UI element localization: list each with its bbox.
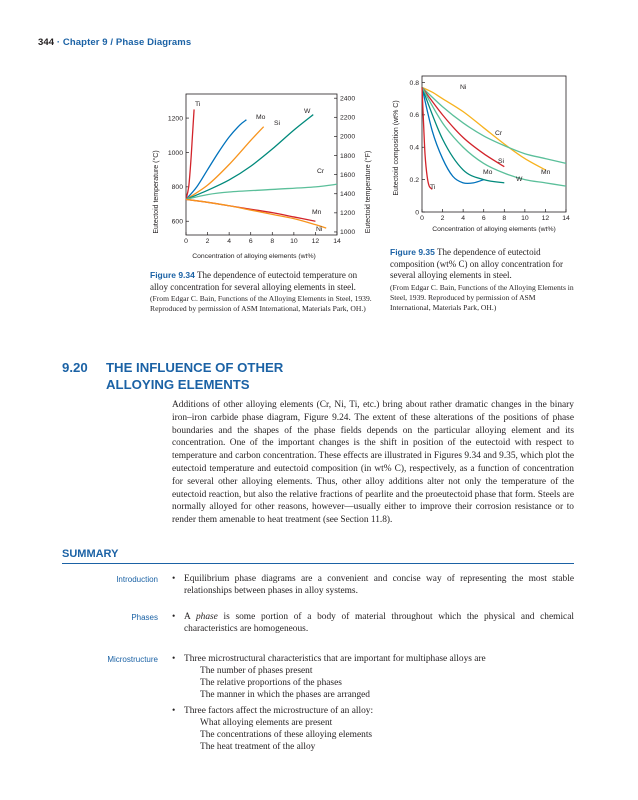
y-right-tick-label: 1000 — [340, 229, 356, 237]
figure-9-35-caption — [390, 247, 574, 313]
x-tick-label: 6 — [481, 215, 486, 222]
running-header — [38, 37, 191, 48]
plot-frame — [422, 76, 566, 212]
series-label-si: Si — [274, 120, 281, 127]
y-tick-label: 0.8 — [409, 79, 419, 87]
y-tick-label: 0 — [415, 209, 419, 217]
x-tick-label: 2 — [205, 238, 210, 245]
summary-item-phases: • A phase is some portion of a body of material throughout which the physical and chemical characteristics are homogeneous. — [172, 612, 574, 634]
series-label-mn: Mn — [541, 169, 551, 176]
summary-rule — [62, 563, 574, 564]
x-tick-label: 12 — [311, 238, 320, 245]
y-tick-label: 600 — [171, 218, 183, 226]
y-right-tick-label: 1200 — [340, 210, 356, 218]
section-paragraph: Additions of other alloying elements (Cr, Ni, Ti, etc.) bring about rather dramatic changes in the binary iron–iron carbide phase diagram, Figure 9.24. The extent of these alterations of the positions of phase boundaries and the shapes of the phase fields depends on the particular alloying element and its concentration. One of the important changes is the shift in position of the eutectoid with respect to temperature and carbon concentration. These effects are illustrated in Figures 9.34 and 9.35, which plot the eutectoid temperature and eutectoid composition (in wt% C), respectively, as a function of concentration for several other alloying elements. Thus, other alloy additions alter not only the temperature of the eutectoid reaction, but also the relative fractions of pearlite and the proeutectoid phase that form. Steels are normally alloyed for other reasons, however—usually either to improve their corrosion resistance or to render them amenable to heat treatment (see Section 11.8). — [172, 400, 574, 526]
phases-text-post: is some portion of a body of material throughout which the physical and chemical characteristics are homogeneous. — [184, 612, 574, 634]
page-number: 344 — [38, 37, 55, 48]
x-tick-label: 6 — [248, 238, 253, 245]
series-line-ti — [186, 109, 194, 199]
y-right-tick-label: 1600 — [340, 171, 356, 179]
section-title-line2: ALLOYING ELEMENTS — [106, 377, 250, 392]
y-tick-label: 0.4 — [409, 144, 419, 152]
microstructure-bullet-1: Three microstructural characteristics that are important for multiphase alloys are — [184, 654, 486, 664]
y-tick-label: 1200 — [167, 115, 183, 123]
x-tick-label: 10 — [521, 215, 529, 222]
figure-9-34-source: (From Edgar C. Bain, Functions of the Alloying Elements in Steel, 1939. Reproduced by permission of ASM International, Materials Park, OH.) — [150, 294, 372, 313]
y-right-tick-label: 1400 — [340, 191, 356, 199]
series-label-mo: Mo — [483, 169, 493, 176]
x-tick-label: 8 — [270, 238, 275, 245]
series-line-ni — [186, 199, 326, 228]
summary-introduction-text: Equilibrium phase diagrams are a convenient and concise way of representing the most stable relationships between phases in alloy systems. — [184, 574, 574, 596]
side-label-phases: Phases — [131, 613, 158, 622]
section-heading — [62, 359, 283, 393]
x-tick-label: 14 — [562, 215, 570, 222]
series-label-ti: Ti — [430, 184, 436, 191]
microstructure-sub-1c: The manner in which the phases are arranged — [200, 690, 370, 700]
figure-9-35-chart — [388, 70, 578, 240]
fig935-ylabel: Eutectoid composition (wt% C) — [393, 100, 400, 196]
header-slash: / — [110, 37, 114, 48]
chapter-title: Phase Diagrams — [115, 37, 192, 48]
summary-item-microstructure-2: • Three factors affect the microstructure of an alloy: What alloying elements are present The concentrations of these alloying elements The heat treatment of the alloy — [172, 705, 574, 753]
x-tick-label: 0 — [184, 238, 188, 245]
summary-item-microstructure-1: • Three microstructural characteristics that are important for multiphase alloys are The number of phases present The relative proportions of the phases The manner in which the phases are arranged — [172, 653, 574, 701]
series-label-ni: Ni — [460, 84, 467, 91]
series-line-si — [186, 127, 264, 200]
chapter-label: Chapter 9 — [62, 37, 108, 48]
fig934-ylabel-right: Eutectoid temperature (°F) — [365, 150, 372, 234]
figure-9-35-label: Figure 9.35 — [390, 247, 435, 257]
section-title-line1: THE INFLUENCE OF OTHER — [106, 360, 284, 375]
series-label-si: Si — [498, 158, 505, 165]
series-line-cr — [186, 184, 337, 199]
microstructure-bullet-2: Three factors affect the microstructure of an alloy: — [184, 706, 374, 716]
phases-text-pre: A — [184, 612, 196, 622]
series-label-mn: Mn — [312, 209, 322, 216]
series-label-w: W — [516, 176, 523, 183]
x-tick-label: 4 — [227, 238, 232, 245]
figure-9-34-label: Figure 9.34 — [150, 270, 195, 280]
series-label-mo: Mo — [256, 114, 266, 121]
x-tick-label: 2 — [440, 215, 445, 222]
y-tick-label: 0.6 — [409, 112, 419, 120]
microstructure-sub-2c: The heat treatment of the alloy — [200, 742, 316, 752]
section-number: 9.20 — [62, 360, 88, 375]
figure-9-34-chart — [140, 88, 380, 260]
microstructure-sub-2a: What alloying elements are present — [200, 718, 333, 728]
series-label-ti: Ti — [195, 101, 201, 108]
microstructure-sub-1b: The relative proportions of the phases — [200, 678, 342, 688]
side-label-microstructure: Microstructure — [107, 655, 158, 664]
microstructure-sub-1a: The number of phases present — [200, 666, 313, 676]
phases-term: phase — [195, 612, 218, 622]
fig934-ylabel: Eutectoid temperature (°C) — [153, 150, 160, 234]
y-tick-label: 0.2 — [409, 176, 419, 184]
side-label-introduction: Introduction — [116, 575, 158, 584]
x-tick-label: 4 — [461, 215, 466, 222]
y-right-tick-label: 2000 — [340, 133, 356, 141]
series-label-ni: Ni — [316, 226, 323, 233]
x-tick-label: 0 — [420, 215, 424, 222]
figure-9-34-caption — [150, 270, 372, 314]
fig934-xlabel: Concentration of alloying elements (wt%) — [192, 253, 316, 260]
series-line-ni — [422, 87, 545, 170]
microstructure-sub-2b: The concentrations of these alloying elements — [200, 730, 373, 740]
series-label-cr: Cr — [495, 130, 503, 137]
series-line-mo — [186, 120, 246, 200]
series-label-cr: Cr — [317, 168, 325, 175]
x-tick-label: 10 — [290, 238, 298, 245]
y-tick-label: 800 — [171, 184, 183, 192]
summary-item-introduction: • Equilibrium phase diagrams are a convenient and concise way of representing the most stable relationships between phases in alloy systems. — [172, 574, 574, 596]
figure-9-35-source: (From Edgar C. Bain, Functions of the Alloying Elements in Steel, 1939. Reproduced by permission of ASM International, Materials Park, OH.) — [390, 282, 574, 312]
x-tick-label: 12 — [541, 215, 550, 222]
y-tick-label: 1000 — [167, 149, 183, 157]
fig935-xlabel: Concentration of alloying elements (wt%) — [432, 226, 556, 233]
x-tick-label: 8 — [502, 215, 507, 222]
y-right-tick-label: 2200 — [340, 114, 356, 122]
series-label-w: W — [304, 108, 311, 115]
figure-9-34-caption-text: The dependence of eutectoid temperature on alloy concentration for several alloying elements in steel. — [150, 270, 358, 292]
header-separator: · — [56, 37, 61, 48]
y-right-tick-label: 1800 — [340, 152, 356, 160]
summary-heading: SUMMARY — [62, 548, 119, 560]
figure-9-35-caption-text: The dependence of eutectoid composition (wt% C) on alloy concentration for several alloying elements in steel. — [390, 247, 563, 280]
x-tick-label: 14 — [333, 238, 341, 245]
y-right-tick-label: 2400 — [340, 95, 356, 103]
